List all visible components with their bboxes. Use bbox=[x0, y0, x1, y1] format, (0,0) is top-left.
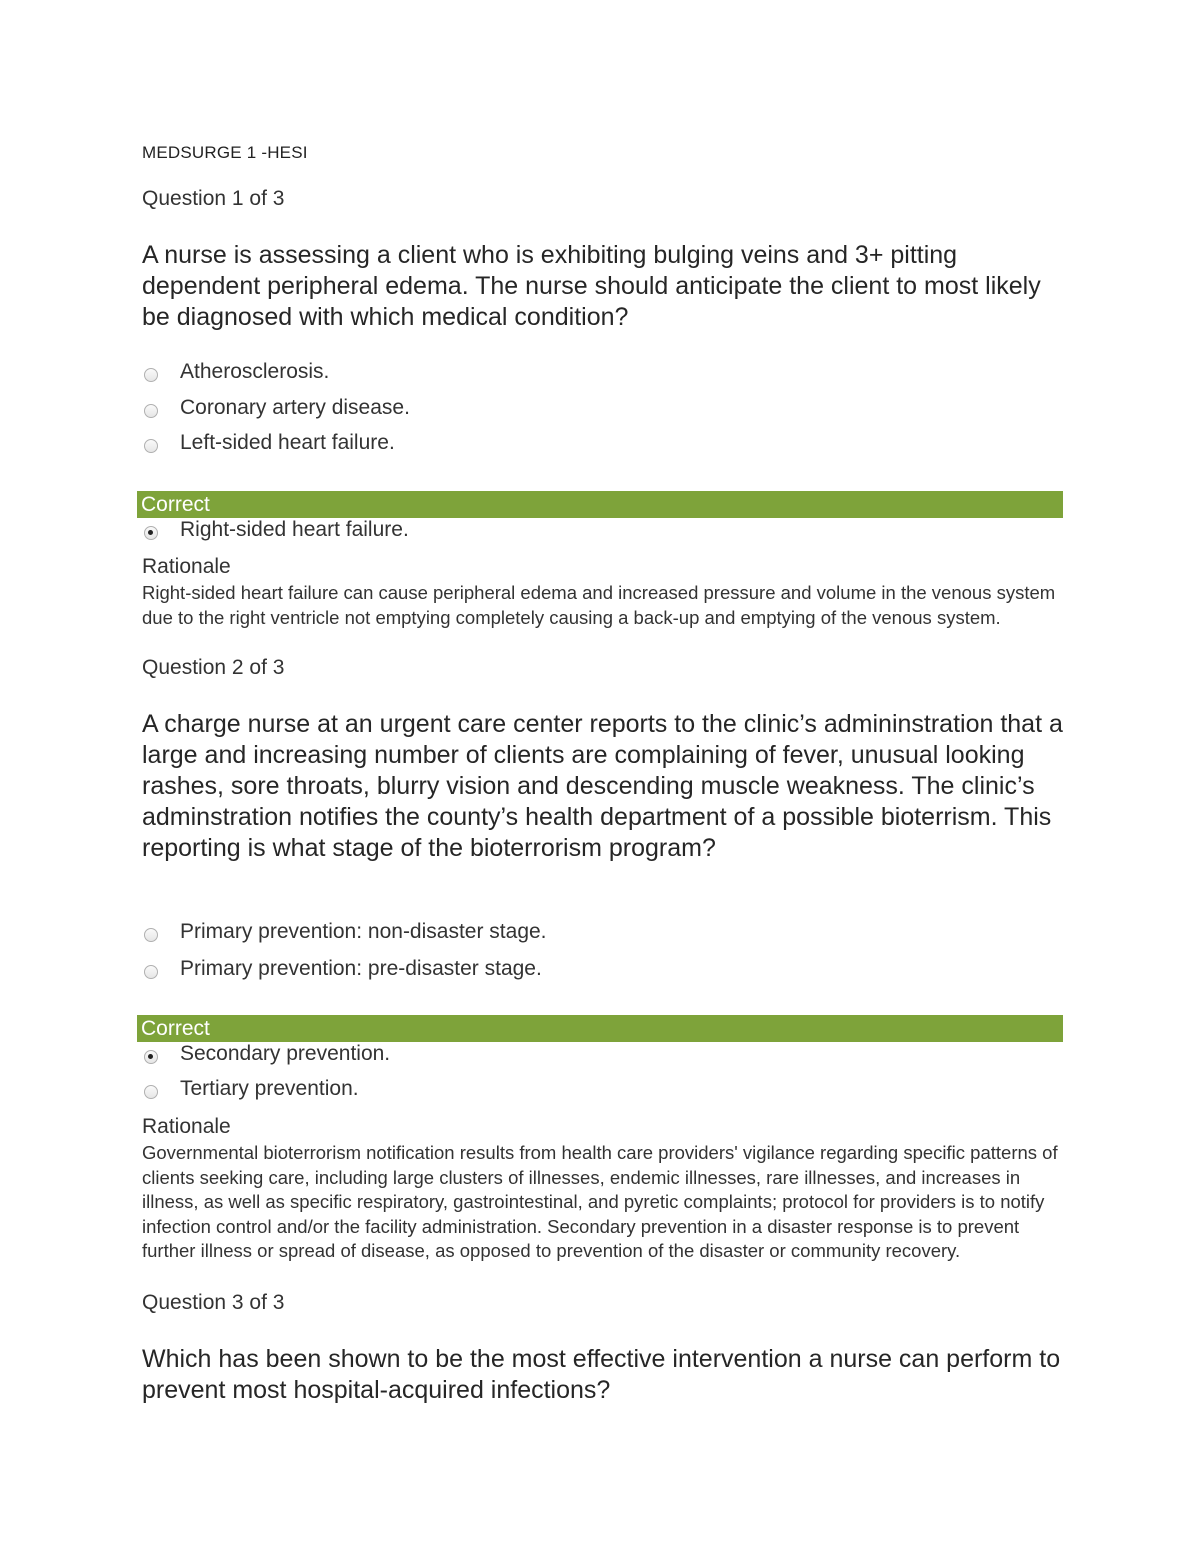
question-3-text: Which has been shown to be the most effective intervention a nurse can perform to prevent most hospital-acquired infections? bbox=[142, 1345, 1061, 1404]
question-1-option-3[interactable] bbox=[142, 431, 395, 455]
question-2-rationale-label: Rationale bbox=[142, 1115, 231, 1138]
question-1-option-1[interactable] bbox=[142, 360, 329, 384]
option-label: Primary prevention: non-disaster stage. bbox=[180, 920, 547, 943]
document-title: MEDSURGE 1 -HESI bbox=[142, 143, 308, 162]
question-1-option-2[interactable] bbox=[142, 396, 410, 420]
question-2-option-1[interactable] bbox=[142, 920, 547, 944]
radio-unchecked-icon[interactable] bbox=[144, 404, 158, 418]
question-2-correct-banner: Correct bbox=[137, 1015, 1063, 1042]
question-1-rationale-label: Rationale bbox=[142, 555, 231, 578]
option-label: Secondary prevention. bbox=[180, 1042, 391, 1065]
question-1-text: A nurse is assessing a client who is exhibiting bulging veins and 3+ pitting dependent peripheral edema. The nurse should anticipate the client to most likely be diagnosed with which medical condition? bbox=[142, 241, 1041, 331]
radio-unchecked-icon[interactable] bbox=[144, 439, 158, 453]
radio-checked-icon[interactable] bbox=[144, 1050, 158, 1064]
option-label: Tertiary prevention. bbox=[180, 1077, 359, 1100]
option-label: Left-sided heart failure. bbox=[180, 431, 395, 454]
option-label: Atherosclerosis. bbox=[180, 360, 330, 383]
radio-unchecked-icon[interactable] bbox=[144, 928, 158, 942]
question-2-option-2[interactable] bbox=[142, 957, 542, 981]
question-1-rationale-text: Right-sided heart failure can cause peripheral edema and increased pressure and volume in the venous system due to the right ventricle not emptying completely causing a back-up and emptying of the venous system. bbox=[142, 582, 1056, 628]
radio-unchecked-icon[interactable] bbox=[144, 965, 158, 979]
question-3-header: Question 3 of 3 bbox=[142, 1291, 285, 1314]
option-label: Right-sided heart failure. bbox=[180, 518, 409, 541]
question-1-correct-banner: Correct bbox=[137, 491, 1063, 518]
question-2-correct-option[interactable] bbox=[142, 1042, 390, 1066]
question-2-header: Question 2 of 3 bbox=[142, 656, 285, 679]
radio-checked-icon[interactable] bbox=[144, 526, 158, 540]
question-2-rationale-text: Governmental bioterrorism notification results from health care providers' vigilance regarding specific patterns of clients seeking care, including large clusters of illnesses, endemic illnesses, rare illnesses, and increases in illness, as well as specific respiratory, gastrointestinal, and pyretic complaints; protocol for providers is to notify infection control and/or the facility administration. Secondary prevention in a disaster response is to prevent further illness or spread of disease, as opposed to prevention of the disaster or community recovery. bbox=[142, 1142, 1058, 1261]
question-1-correct-option[interactable] bbox=[142, 518, 409, 542]
question-2-option-4[interactable] bbox=[142, 1077, 359, 1101]
option-label: Coronary artery disease. bbox=[180, 396, 410, 419]
radio-unchecked-icon[interactable] bbox=[144, 368, 158, 382]
option-label: Primary prevention: pre-disaster stage. bbox=[180, 957, 542, 980]
question-2-text: A charge nurse at an urgent care center reports to the clinic’s admininstration that a large and increasing number of clients are complaining of fever, unusual looking rashes, sore throats, blurry vision and descending muscle weakness. The clinic’s adminstration notifies the county’s health department of a possible bioterrism. This reporting is what stage of the bioterrorism program? bbox=[142, 710, 1063, 862]
question-1-header: Question 1 of 3 bbox=[142, 187, 285, 210]
radio-unchecked-icon[interactable] bbox=[144, 1085, 158, 1099]
